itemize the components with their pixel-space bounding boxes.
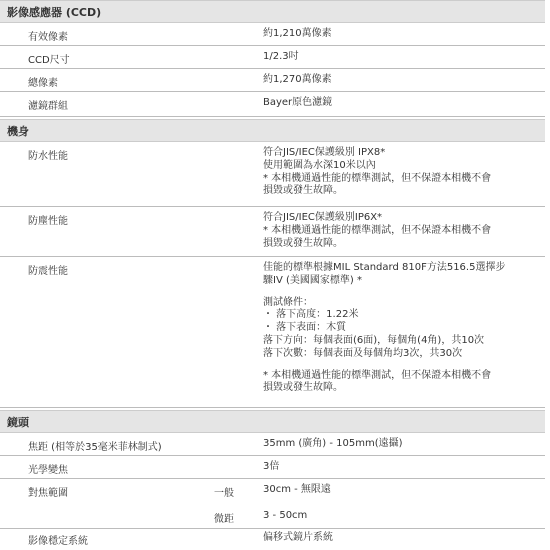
spec-row-focus-range-macro bbox=[0, 505, 545, 529]
spec-value-line: 使用範圍為水深10米以內 bbox=[263, 159, 376, 171]
spec-value-line: 符合JIS/IEC保護級別IP6X* bbox=[263, 212, 383, 223]
spec-value-line: 損毀或發生故障。 bbox=[263, 237, 343, 249]
spec-value: Bayer原色濾鏡 bbox=[263, 97, 333, 108]
spec-label: 總像素 bbox=[28, 78, 58, 89]
spec-value: 30cm - 無限遠 bbox=[263, 484, 331, 495]
spec-sub-label: 微距 bbox=[214, 514, 234, 525]
spec-row-focus-range bbox=[0, 479, 545, 505]
section-title: 機身 bbox=[7, 124, 29, 138]
spec-value-line: * 本相機通過性能的標準測試，但不保證本相機不會 bbox=[263, 224, 492, 236]
spec-value-line: 測試條件： bbox=[263, 296, 313, 308]
spec-label: 對焦範圍 bbox=[28, 488, 68, 499]
spec-row-focal-length bbox=[0, 433, 545, 456]
spec-label: 防塵性能 bbox=[28, 216, 68, 227]
spec-value: 3倍 bbox=[263, 461, 280, 472]
spec-label: 有效像素 bbox=[28, 32, 68, 43]
spec-row-dustproof bbox=[0, 207, 545, 257]
spec-row-effective-pixels bbox=[0, 23, 545, 46]
spec-row-ccd-size bbox=[0, 46, 545, 69]
spec-value-line: ・ 落下表面：木質 bbox=[263, 322, 347, 334]
spec-label: 焦距 (相等於35毫米菲林制式) bbox=[28, 442, 162, 453]
section-title: 鏡頭 bbox=[7, 415, 29, 429]
spec-value-line: 驟IV (美國國家標準) * bbox=[263, 274, 362, 286]
spec-value-line: * 本相機通過性能的標準測試，但不保證本相機不會 bbox=[263, 172, 492, 184]
spec-row-optical-zoom bbox=[0, 456, 545, 479]
spec-value-line: 損毀或發生故障。 bbox=[263, 185, 343, 197]
spec-row-filter bbox=[0, 92, 545, 117]
spec-label: 光學變焦 bbox=[28, 465, 68, 476]
spec-value-line: 符合JIS/IEC保護級別 IPX8* bbox=[263, 147, 386, 158]
section-header-lens bbox=[0, 410, 545, 433]
section-header-ccd bbox=[0, 0, 545, 23]
spacer bbox=[263, 288, 535, 297]
spec-value-line: 佳能的標準根據MIL Standard 810F方法516.5選擇步 bbox=[263, 262, 506, 273]
spec-value bbox=[263, 212, 535, 250]
spec-value: 35mm (廣角) - 105mm(遠攝) bbox=[263, 438, 403, 449]
spec-value-line: 損毀或發生故障。 bbox=[263, 382, 343, 394]
spec-label: 防水性能 bbox=[28, 151, 68, 162]
spec-sub-label: 一般 bbox=[214, 488, 234, 499]
spec-value-line: ・ 落下高度：1.22米 bbox=[263, 309, 359, 321]
spec-value bbox=[263, 262, 535, 395]
spec-value: 1/2.3吋 bbox=[263, 51, 299, 62]
spec-row-total-pixels bbox=[0, 69, 545, 92]
spec-value-line: 落下方向：每個表面(6面)，每個角(4角)，共10次 bbox=[263, 334, 485, 346]
spec-row-stabilizer bbox=[0, 529, 545, 550]
spec-label: 影像穩定系統 bbox=[28, 536, 88, 547]
spec-value-line: * 本相機通過性能的標準測試，但不保證本相機不會 bbox=[263, 369, 492, 381]
spec-value: 約1,210萬像素 bbox=[263, 28, 332, 39]
spec-label: CCD尺寸 bbox=[28, 55, 70, 66]
spec-value: 約1,270萬像素 bbox=[263, 74, 332, 85]
spec-row-shockproof bbox=[0, 257, 545, 408]
spacer bbox=[263, 361, 535, 370]
section-header-body bbox=[0, 119, 545, 142]
section-title: 影像感應器 (CCD) bbox=[7, 5, 102, 19]
spec-value: 3 - 50cm bbox=[263, 510, 308, 521]
spec-label: 濾鏡群組 bbox=[28, 101, 68, 112]
spec-value-line: 落下次數：每個表面及每個角均3次，共30次 bbox=[263, 347, 463, 359]
spec-value: 偏移式鏡片系統 bbox=[263, 532, 333, 543]
spec-value bbox=[263, 147, 535, 198]
spec-row-waterproof bbox=[0, 142, 545, 207]
spec-label: 防震性能 bbox=[28, 266, 68, 277]
